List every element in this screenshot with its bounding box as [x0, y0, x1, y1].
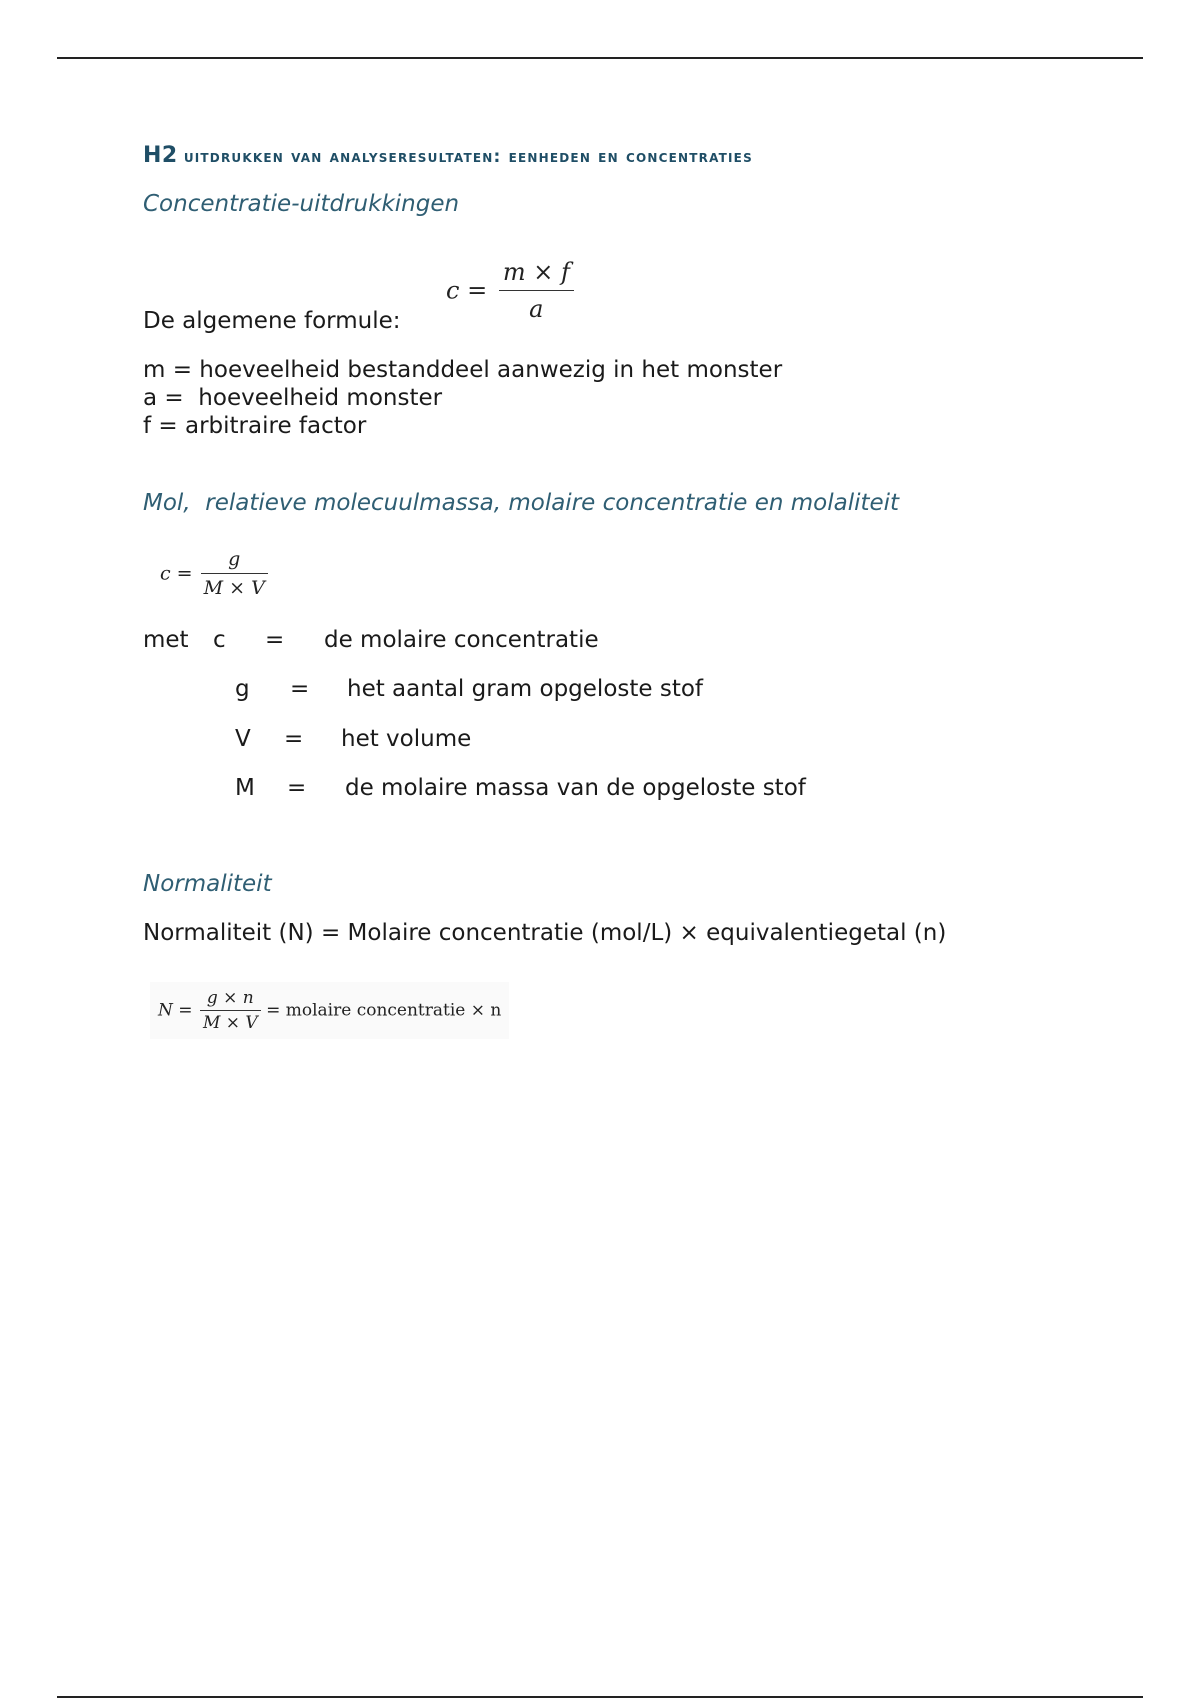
normality-formula-rhs: = molaire concentratie × n	[266, 1000, 502, 1021]
normality-formula-fraction	[200, 988, 261, 1033]
molar-formula	[160, 548, 268, 599]
general-formula-fraction	[499, 258, 574, 323]
molar-formula-numerator: g	[228, 548, 241, 570]
general-formula	[446, 258, 574, 323]
definition-a: a = hoeveelheid monster	[143, 385, 443, 411]
general-formula-numerator: m × f	[502, 258, 570, 286]
normaliteit-statement: Normaliteit (N) = Molaire concentratie (mol/L) × equivalentiegetal (n)	[143, 920, 947, 946]
mol-heading: Mol, relatieve molecuulmassa, molaire concentratie en molaliteit	[143, 490, 900, 516]
var-meaning-c: de molaire concentratie	[324, 627, 599, 653]
molar-formula-denominator: M × V	[203, 577, 265, 599]
fraction-bar	[200, 1010, 261, 1011]
fraction-bar	[499, 290, 574, 291]
concentratie-heading: Concentratie-uitdrukkingen	[143, 191, 460, 217]
var-meaning-g: het aantal gram opgeloste stof	[347, 676, 704, 702]
definitions-list	[143, 356, 782, 440]
definition-f: f = arbitraire factor	[143, 413, 367, 439]
header-rule	[57, 57, 1143, 59]
var-meaning-v: het volume	[341, 726, 472, 752]
var-symbol-g: g	[235, 676, 250, 702]
general-formula-lhs: c =	[446, 276, 488, 305]
var-eq-v: =	[284, 726, 304, 752]
var-symbol-m: M	[235, 775, 255, 801]
molar-formula-fraction	[201, 548, 268, 599]
var-eq-m: =	[287, 775, 307, 801]
met-label: met	[143, 627, 189, 653]
normality-formula-denominator: M × V	[202, 1013, 258, 1033]
normaliteit-heading: Normaliteit	[143, 871, 272, 897]
general-formula-denominator: a	[529, 295, 544, 323]
section-heading	[143, 143, 753, 168]
normality-formula-numerator: g × n	[206, 988, 254, 1008]
section-number: H2	[143, 143, 178, 168]
normality-formula	[150, 982, 509, 1039]
footer-rule	[57, 1696, 1143, 1698]
molar-formula-lhs: c =	[160, 562, 193, 585]
normality-formula-lhs: N =	[158, 1000, 193, 1021]
var-symbol-c: c	[213, 627, 226, 653]
general-formula-label: De algemene formule:	[143, 308, 401, 334]
var-eq-c: =	[265, 627, 285, 653]
definition-m: m = hoeveelheid bestanddeel aanwezig in het monster	[143, 357, 783, 383]
var-symbol-v: V	[235, 726, 251, 752]
var-meaning-m: de molaire massa van de opgeloste stof	[345, 775, 806, 801]
fraction-bar	[201, 573, 268, 574]
var-eq-g: =	[290, 676, 310, 702]
section-title: uitdrukken van analyseresultaten: eenheden en concentraties	[183, 147, 753, 167]
